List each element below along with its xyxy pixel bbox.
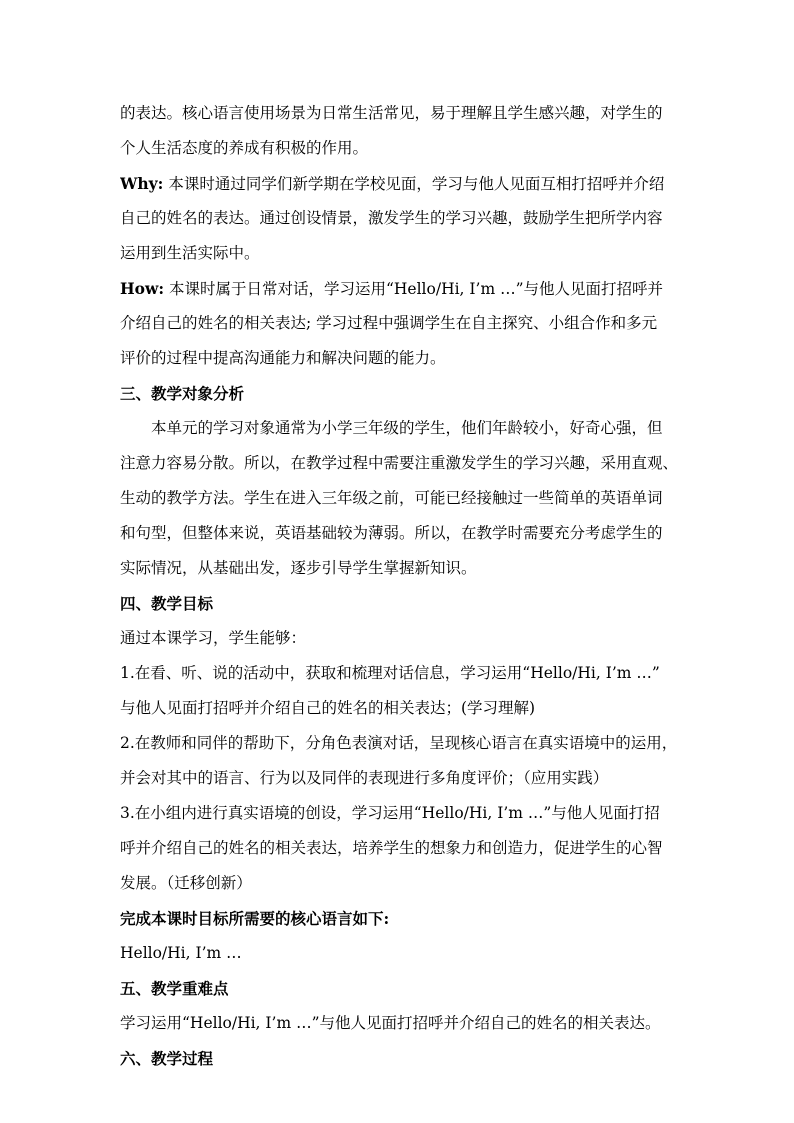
line-text: 和句型，但整体来说，英语基础较为薄弱。所以，在教学时需要充分考虑学生的: [120, 524, 663, 542]
paragraph-line: [120, 866, 680, 901]
line-text: 生动的教学方法。学生在进入三年级之前，可能已经接触过一些简单的英语单词: [120, 489, 663, 507]
line-text: 3.在小组内进行真实语境的创设，学习运用“Hello/Hi, I’m …”与他人见面打招: [120, 804, 660, 822]
section-heading: [120, 586, 680, 621]
line-text: 实际情况，从基础出发，逐步引导学生掌握新知识。: [120, 559, 477, 577]
paragraph-line: [120, 691, 680, 726]
paragraph-line: [120, 306, 680, 341]
line-text: 与他人见面打招呼并介绍自己的姓名的相关表达；(学习理解): [120, 699, 536, 717]
label-lead: Why:: [120, 174, 164, 193]
line-text: 的表达。核心语言使用场景为日常生活常见，易于理解且学生感兴趣，对学生的: [120, 104, 663, 122]
section-heading: [120, 376, 680, 411]
line-text: 完成本课时目标所需要的核心语言如下:: [120, 909, 390, 928]
line-text: 本课时属于日常对话，学习运用“Hello/Hi, I’m …”与他人见面打招呼并: [164, 280, 664, 298]
line-text: 学习运用“Hello/Hi, I’m …”与他人见面打招呼并介绍自己的姓名的相关表达。: [120, 1014, 661, 1032]
line-text: 五、教学重难点: [120, 979, 229, 998]
section-heading: [120, 901, 680, 936]
line-text: 通过本课学习，学生能够：: [120, 629, 307, 647]
section-heading: [120, 1041, 680, 1076]
paragraph-line: [120, 936, 680, 971]
paragraph-line: [120, 446, 680, 481]
paragraph-line: [120, 411, 680, 446]
line-text: 发展。（迁移创新）: [120, 874, 252, 892]
paragraph-line: [120, 166, 680, 201]
line-text: 个人生活态度的养成有积极的作用。: [120, 139, 369, 157]
line-text: 1.在看、听、说的活动中，获取和梳理对话信息，学习运用“Hello/Hi, I’m …”: [120, 664, 660, 682]
paragraph-line: [120, 796, 680, 831]
paragraph-line: [120, 516, 680, 551]
paragraph-line: [120, 726, 680, 761]
line-text: 四、教学目标: [120, 594, 214, 613]
line-text: 并会对其中的语言、行为以及同伴的表现进行多角度评价；（应用实践）: [120, 769, 609, 787]
paragraph-line: [120, 271, 680, 306]
line-text: 运用到生活实际中。: [120, 244, 260, 262]
line-text: 介绍自己的姓名的相关表达; 学习过程中强调学生在自主探究、小组合作和多元: [120, 314, 658, 332]
line-text: 本课时通过同学们新学期在学校见面，学习与他人见面互相打招呼并介绍: [163, 175, 665, 193]
line-text: 注意力容易分散。所以，在教学过程中需要注重激发学生的学习兴趣，采用直观、: [120, 454, 679, 472]
paragraph-line: [120, 621, 680, 656]
paragraph-line: [120, 481, 680, 516]
paragraph-line: [120, 761, 680, 796]
paragraph-line: [120, 831, 680, 866]
line-text: 六、教学过程: [120, 1049, 214, 1068]
line-text: 评价的过程中提高沟通能力和解决问题的能力。: [120, 349, 446, 367]
paragraph-line: [120, 656, 680, 691]
paragraph-line: [120, 236, 680, 271]
line-text: 2.在教师和同伴的帮助下，分角色表演对话，呈现核心语言在真实语境中的运用，: [120, 734, 678, 752]
line-text: 本单元的学习对象通常为小学三年级的学生，他们年龄较小，好奇心强，但: [151, 419, 663, 437]
line-text: 呼并介绍自己的姓名的相关表达，培养学生的想象力和创造力，促进学生的心智: [120, 839, 663, 857]
line-text: Hello/Hi, I’m …: [120, 944, 242, 962]
document-body: [120, 96, 680, 1076]
paragraph-line: [120, 201, 680, 236]
section-heading: [120, 971, 680, 1006]
paragraph-line: [120, 551, 680, 586]
paragraph-line: [120, 96, 680, 131]
paragraph-line: [120, 1006, 680, 1041]
line-text: 三、教学对象分析: [120, 384, 245, 403]
line-text: 自己的姓名的表达。通过创设情景，激发学生的学习兴趣，鼓励学生把所学内容: [120, 209, 663, 227]
paragraph-line: [120, 131, 680, 166]
label-lead: How:: [120, 279, 165, 298]
paragraph-line: [120, 341, 680, 376]
